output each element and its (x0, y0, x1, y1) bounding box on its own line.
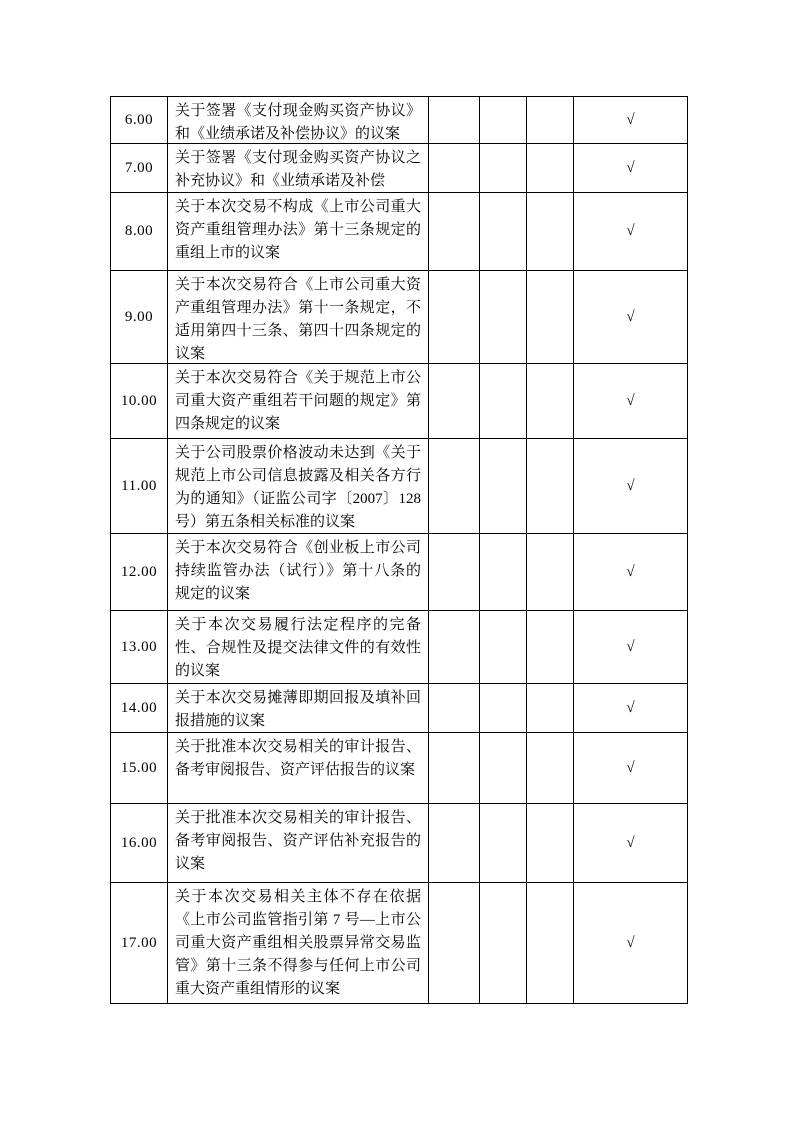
resolution-text-cell (168, 684, 429, 733)
empty-cell (480, 684, 527, 733)
empty-cell (480, 733, 527, 804)
row-number-cell: 6.00 (111, 97, 168, 144)
check-mark-cell: √ (574, 271, 688, 364)
empty-cell (429, 144, 480, 193)
resolutions-table-body (111, 97, 688, 1004)
resolution-text: 关于批准本次交易相关的审计报告、备考审阅报告、资产评估补充报告的议案 (175, 809, 421, 872)
empty-cell (480, 193, 527, 271)
resolution-text-cell (168, 271, 429, 364)
check-mark-cell: √ (574, 534, 688, 611)
empty-cell (527, 97, 574, 144)
empty-cell (429, 271, 480, 364)
empty-cell (527, 804, 574, 883)
resolution-text-cell (168, 144, 429, 193)
check-mark-cell: √ (574, 804, 688, 883)
resolution-text-cell (168, 534, 429, 611)
row-number-cell: 10.00 (111, 364, 168, 439)
table-row (111, 883, 688, 1004)
check-mark-cell: √ (574, 733, 688, 804)
empty-cell (480, 97, 527, 144)
resolution-text-cell (168, 883, 429, 1004)
empty-cell (429, 364, 480, 439)
row-number-cell: 11.00 (111, 439, 168, 534)
check-mark-cell: √ (574, 883, 688, 1004)
row-number-cell: 15.00 (111, 733, 168, 804)
empty-cell (527, 439, 574, 534)
empty-cell (527, 611, 574, 684)
empty-cell (429, 804, 480, 883)
table-row (111, 144, 688, 193)
empty-cell (429, 611, 480, 684)
row-number-cell: 17.00 (111, 883, 168, 1004)
table-row (111, 439, 688, 534)
empty-cell (480, 804, 527, 883)
resolution-text: 关于本次交易符合《创业板上市公司持续监管办法（试行）》第十八条的规定的议案 (175, 539, 421, 602)
empty-cell (480, 883, 527, 1004)
table-row (111, 611, 688, 684)
resolution-text: 关于本次交易摊薄即期回报及填补回报措施的议案 (175, 689, 421, 729)
check-mark-cell: √ (574, 439, 688, 534)
resolution-text: 关于签署《支付现金购买资产协议之补充协议》和《业绩承诺及补偿 (175, 149, 421, 189)
check-mark-cell: √ (574, 144, 688, 193)
row-number-cell: 13.00 (111, 611, 168, 684)
check-mark-cell: √ (574, 684, 688, 733)
check-mark-cell: √ (574, 364, 688, 439)
row-number-cell: 14.00 (111, 684, 168, 733)
empty-cell (527, 733, 574, 804)
empty-cell (527, 883, 574, 1004)
resolution-text: 关于批准本次交易相关的审计报告、备考审阅报告、资产评估报告的议案 (175, 738, 421, 778)
table-row (111, 733, 688, 804)
empty-cell (527, 364, 574, 439)
check-mark-cell: √ (574, 193, 688, 271)
check-mark-cell: √ (574, 97, 688, 144)
empty-cell (527, 144, 574, 193)
empty-cell (527, 271, 574, 364)
empty-cell (480, 439, 527, 534)
empty-cell (429, 883, 480, 1004)
empty-cell (429, 684, 480, 733)
empty-cell (429, 193, 480, 271)
table-row (111, 97, 688, 144)
row-number-cell: 12.00 (111, 534, 168, 611)
resolution-text: 关于本次交易符合《关于规范上市公司重大资产重组若干问题的规定》第四条规定的议案 (175, 369, 421, 432)
resolution-text: 关于签署《支付现金购买资产协议》和《业绩承诺及补偿协议》的议案 (175, 102, 421, 141)
resolution-text-cell (168, 193, 429, 271)
empty-cell (429, 439, 480, 534)
empty-cell (429, 733, 480, 804)
table-row (111, 193, 688, 271)
resolution-text-cell (168, 804, 429, 883)
row-number-cell: 9.00 (111, 271, 168, 364)
resolution-text: 关于本次交易履行法定程序的完备性、合规性及提交法律文件的有效性的议案 (175, 616, 421, 679)
resolution-text: 关于本次交易符合《上市公司重大资产重组管理办法》第十一条规定，不适用第四十三条、第四十四条规定的议案 (175, 276, 421, 361)
empty-cell (429, 97, 480, 144)
empty-cell (480, 144, 527, 193)
empty-cell (480, 364, 527, 439)
empty-cell (429, 534, 480, 611)
row-number-cell: 7.00 (111, 144, 168, 193)
empty-cell (527, 193, 574, 271)
table-row (111, 804, 688, 883)
empty-cell (480, 534, 527, 611)
resolution-text: 关于本次交易相关主体不存在依据《上市公司监管指引第 7 号—上市公司重大资产重组相关股票异常交易监管》第十三条不得参与任何上市公司重大资产重组情形的议案 (175, 888, 421, 997)
table-row (111, 364, 688, 439)
table-row (111, 271, 688, 364)
row-number-cell: 16.00 (111, 804, 168, 883)
resolution-text: 关于本次交易不构成《上市公司重大资产重组管理办法》第十三条规定的重组上市的议案 (175, 198, 421, 261)
empty-cell (480, 611, 527, 684)
resolutions-table (110, 96, 688, 1004)
resolution-text-cell (168, 364, 429, 439)
row-number-cell: 8.00 (111, 193, 168, 271)
table-row (111, 534, 688, 611)
table-row (111, 684, 688, 733)
resolution-text-cell (168, 733, 429, 804)
empty-cell (527, 534, 574, 611)
check-mark-cell: √ (574, 611, 688, 684)
resolution-text-cell (168, 439, 429, 534)
resolution-text-cell (168, 97, 429, 144)
resolution-text: 关于公司股票价格波动未达到《关于规范上市公司信息披露及相关各方行为的通知》（证监公司字〔2007〕128 号）第五条相关标准的议案 (175, 444, 421, 530)
resolution-text-cell (168, 611, 429, 684)
empty-cell (480, 271, 527, 364)
empty-cell (527, 684, 574, 733)
